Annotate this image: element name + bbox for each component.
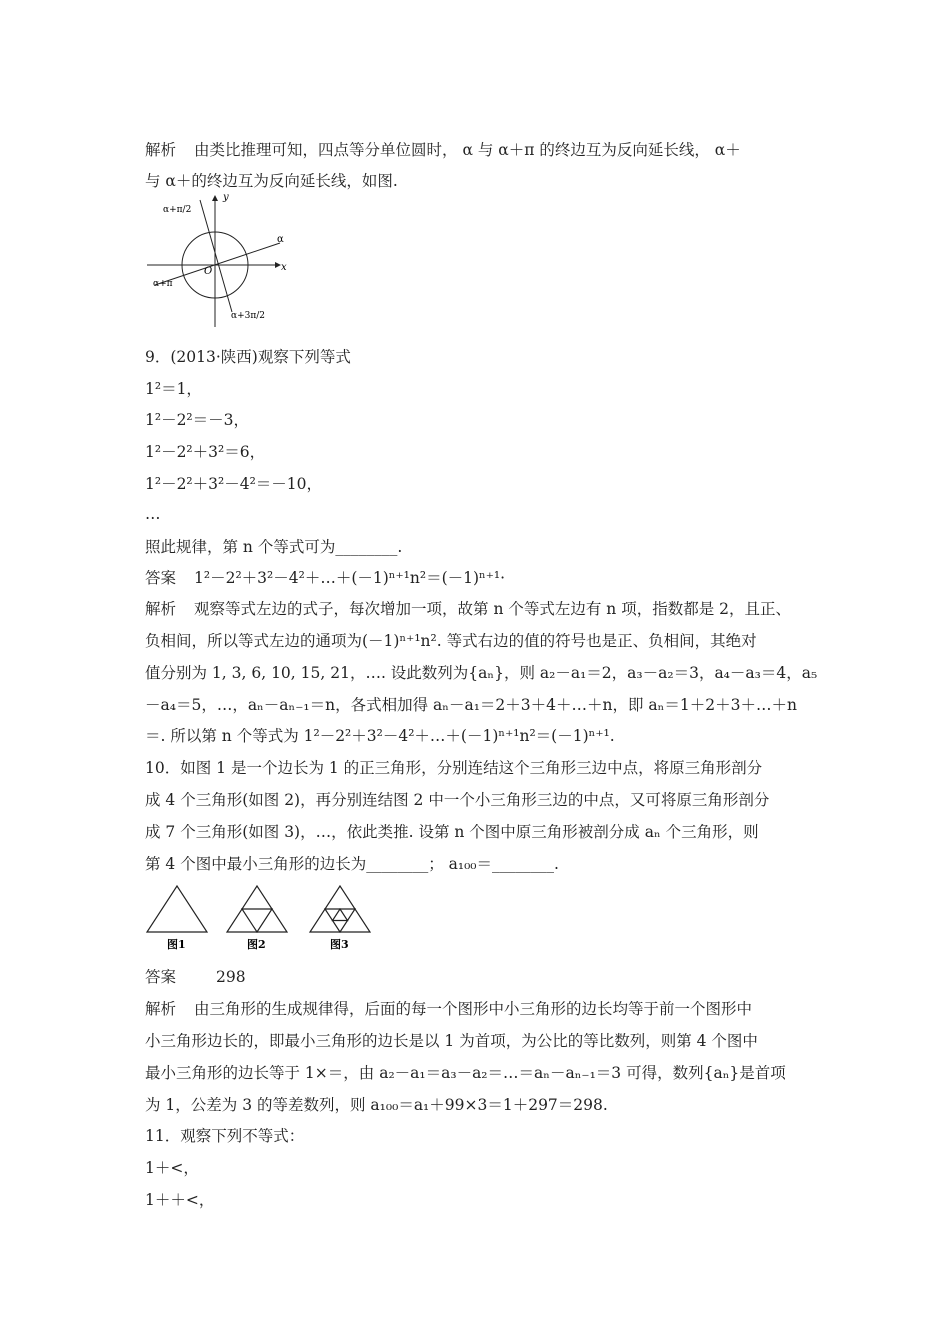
alpha-ray-line xyxy=(155,243,280,285)
q11-ineq1: 1＋<， xyxy=(145,1159,199,1177)
q8-analysis-line1 xyxy=(145,139,741,161)
q9-ellipsis: … xyxy=(145,505,161,523)
alpha-pi-half-label: α+π/2 xyxy=(163,205,192,215)
analysis-text: 观察等式左边的式子，每次增加一项，故第 n 个等式左边有 n 项，指数都是 2，且正、 xyxy=(194,600,791,618)
figure-1-triangle xyxy=(147,886,207,932)
alpha-pi-half-ray-line xyxy=(200,200,232,312)
q9-prompt: 照此规律，第 n 个等式可为________. xyxy=(145,538,403,556)
q10-analysis-line3: 最小三角形的边长等于 1×＝，由 a₂－a₁＝a₃－a₂＝…＝aₙ－aₙ₋₁＝3 可得，数列{aₙ}是首项 xyxy=(145,1064,786,1082)
fig3-label: 图3 xyxy=(330,938,349,951)
q10-line4: 第 4 个图中最小三角形的边长为________； a₁₀₀＝________. xyxy=(145,855,559,873)
figure-3-triangle xyxy=(310,886,370,932)
unit-circle-figure xyxy=(145,190,295,330)
q10-analysis-line1 xyxy=(145,998,752,1020)
q8-analysis-line2: 与 α＋的终边互为反向延长线，如图. xyxy=(145,172,398,190)
q11-ineq2: 1＋＋<， xyxy=(145,1191,215,1209)
x-axis-label: x xyxy=(281,262,287,273)
origin-label: O xyxy=(204,266,213,277)
analysis-text: 由类比推理可知，四点等分单位圆时， α 与 α＋π 的终边互为反向延长线， α＋ xyxy=(194,141,741,159)
analysis-label: 解析 xyxy=(145,600,177,618)
q9-eq2: 1²－2²＝－3， xyxy=(145,411,250,429)
analysis-label: 解析 xyxy=(145,141,177,159)
q9-analysis-line4: －a₄＝5，…，aₙ－aₙ₋₁＝n，各式相加得 aₙ－a₁＝2＋3＋4＋…＋n，即 aₙ＝1＋2＋3＋…＋n xyxy=(145,696,797,714)
analysis-label: 解析 xyxy=(145,1000,177,1018)
answer-label: 答案 xyxy=(145,968,177,986)
fig1-label: 图1 xyxy=(167,938,186,951)
figure-2-triangle xyxy=(227,886,287,932)
alpha-pi-label: α+π xyxy=(153,279,173,289)
q10-answer xyxy=(145,966,246,988)
alpha-label: α xyxy=(277,234,284,245)
q10-line3: 成 7 个三角形(如图 3)，…，依此类推. 设第 n 个图中原三角形被剖分成 aₙ 个三角形，则 xyxy=(145,823,759,841)
q10-line2: 成 4 个三角形(如图 2)，再分别连结图 2 中一个小三角形三边的中点，又可将原三角形剖分 xyxy=(145,791,770,809)
y-axis-label: y xyxy=(223,192,229,203)
q9-analysis-line3: 值分别为 1, 3, 6, 10, 15, 21，…. 设此数列为{aₙ}，则 a₂－a₁＝2，a₃－a₂＝3，a₄－a₃＝4，a₅ xyxy=(145,664,818,682)
q9-eq4: 1²－2²＋3²－4²＝－10， xyxy=(145,475,323,493)
q11-header: 11．观察下列不等式： xyxy=(145,1127,305,1145)
q9-eq1: 1²＝1， xyxy=(145,380,202,398)
triangle-figures xyxy=(145,880,395,952)
q9-analysis-line2: 负相间，所以等式左边的通项为(－1)ⁿ⁺¹n². 等式右边的值的符号也是正、负相间，其绝对 xyxy=(145,632,757,650)
alpha-3pi-half-label: α+3π/2 xyxy=(231,311,266,321)
q9-analysis-line5: ＝. 所以第 n 个等式为 1²－2²＋3²－4²＋…＋(－1)ⁿ⁺¹n²＝(－1)ⁿ⁺¹. xyxy=(145,727,615,745)
answer-text: 1²－2²＋3²－4²＋…＋(－1)ⁿ⁺¹n²＝(－1)ⁿ⁺¹· xyxy=(194,569,506,587)
answer-text: 298 xyxy=(216,968,246,986)
q9-header: 9．(2013·陕西)观察下列等式 xyxy=(145,348,351,366)
fig2-label: 图2 xyxy=(247,938,266,951)
q9-answer xyxy=(145,567,505,589)
q10-line1: 10．如图 1 是一个边长为 1 的正三角形，分别连结这个三角形三边中点，将原三角形剖分 xyxy=(145,759,763,777)
q9-analysis-line1 xyxy=(145,598,791,620)
q10-analysis-line4: 为 1，公差为 3 的等差数列，则 a₁₀₀＝a₁＋99×3＝1＋297＝298. xyxy=(145,1096,608,1114)
q10-analysis-line2: 小三角形边长的，即最小三角形的边长是以 1 为首项，为公比的等比数列，则第 4 个图中 xyxy=(145,1032,758,1050)
analysis-text: 由三角形的生成规律得，后面的每一个图形中小三角形的边长均等于前一个图形中 xyxy=(194,1000,753,1018)
q9-eq3: 1²－2²＋3²＝6， xyxy=(145,443,266,461)
answer-label: 答案 xyxy=(145,569,177,587)
